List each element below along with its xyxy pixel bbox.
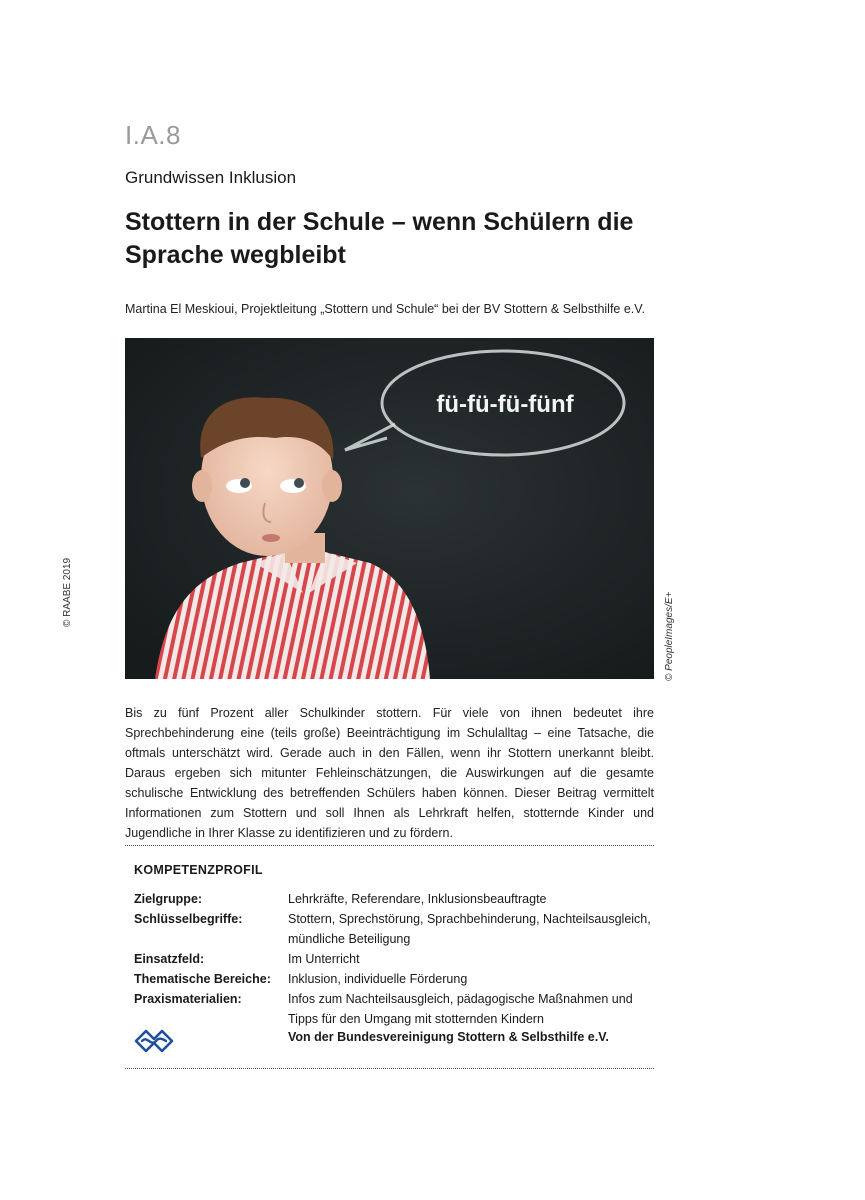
- kompetenzprofil-table: [134, 889, 654, 1029]
- organization-credit: Von der Bundesvereinigung Stottern & Selbsthilfe e.V.: [288, 1030, 609, 1044]
- table-row: [134, 909, 654, 949]
- row-label: Schlüsselbegriffe:: [134, 912, 243, 926]
- table-row: [134, 969, 654, 989]
- copyright-notice: © RAABE 2019: [62, 557, 73, 627]
- row-label: Einsatzfeld:: [134, 952, 205, 966]
- bvss-logo-icon: [134, 1029, 174, 1053]
- row-value: Infos zum Nachteilsausgleich, pädagogische Maßnahmen und Tipps für den Umgang mit stotternden Kindern: [288, 992, 633, 1026]
- photo-illustration: [125, 338, 654, 679]
- table-row: [134, 889, 654, 909]
- photo-credit: © PeopleImages/E+: [664, 591, 675, 681]
- divider-bottom: [125, 1068, 654, 1069]
- speech-bubble-text: fü-fü-fü-fünf: [436, 391, 574, 418]
- article-title: Stottern in der Schule – wenn Schülern die Sprache wegbleibt: [125, 208, 634, 269]
- kompetenzprofil-heading: KOMPETENZPROFIL: [134, 863, 263, 877]
- row-label: Praxismaterialien:: [134, 992, 242, 1006]
- row-label: Thematische Bereiche:: [134, 972, 271, 986]
- row-value: Inklusion, individuelle Förderung: [288, 972, 468, 986]
- intro-paragraph: Bis zu fünf Prozent aller Schulkinder stottern. Für viele von ihnen bedeutet ihre Sprechbehinderung eine (teils große) Beeinträchtigung im Schulalltag – eine Tatsache, die oftmals unterschätzt wird. Gerade auch in den Fällen, wenn ihr Stottern unerkannt bleibt. Daraus ergeben sich mitunter Fehleinschätzungen, die Auswirkungen auf die gesamte schulische Entwicklung des betreffenden Schülers haben können. Dieser Beitrag vermittelt Informationen zum Stottern und soll Ihnen als Lehrkraft helfen, stotternde Kinder und Jugendliche in Ihrer Klasse zu identifizieren und zu fördern.: [125, 706, 654, 840]
- cover-photo: [125, 338, 654, 679]
- row-label: Zielgruppe:: [134, 892, 203, 906]
- row-value: Lehrkräfte, Referendare, Inklusionsbeauftragte: [288, 892, 547, 906]
- divider-top: [125, 845, 654, 846]
- table-row: [134, 949, 654, 969]
- row-value: Im Unterricht: [288, 952, 360, 966]
- kompetenzprofil-footer: [134, 1029, 654, 1053]
- table-row: [134, 989, 654, 1029]
- author-line: Martina El Meskioui, Projektleitung „Stottern und Schule“ bei der BV Stottern & Selbsthilfe e.V.: [125, 302, 645, 316]
- row-value: Stottern, Sprechstörung, Sprachbehinderung, Nachteilsausgleich, mündliche Beteiligung: [288, 912, 651, 946]
- series-title: Grundwissen Inklusion: [125, 168, 297, 187]
- section-code: I.A.8: [125, 120, 181, 150]
